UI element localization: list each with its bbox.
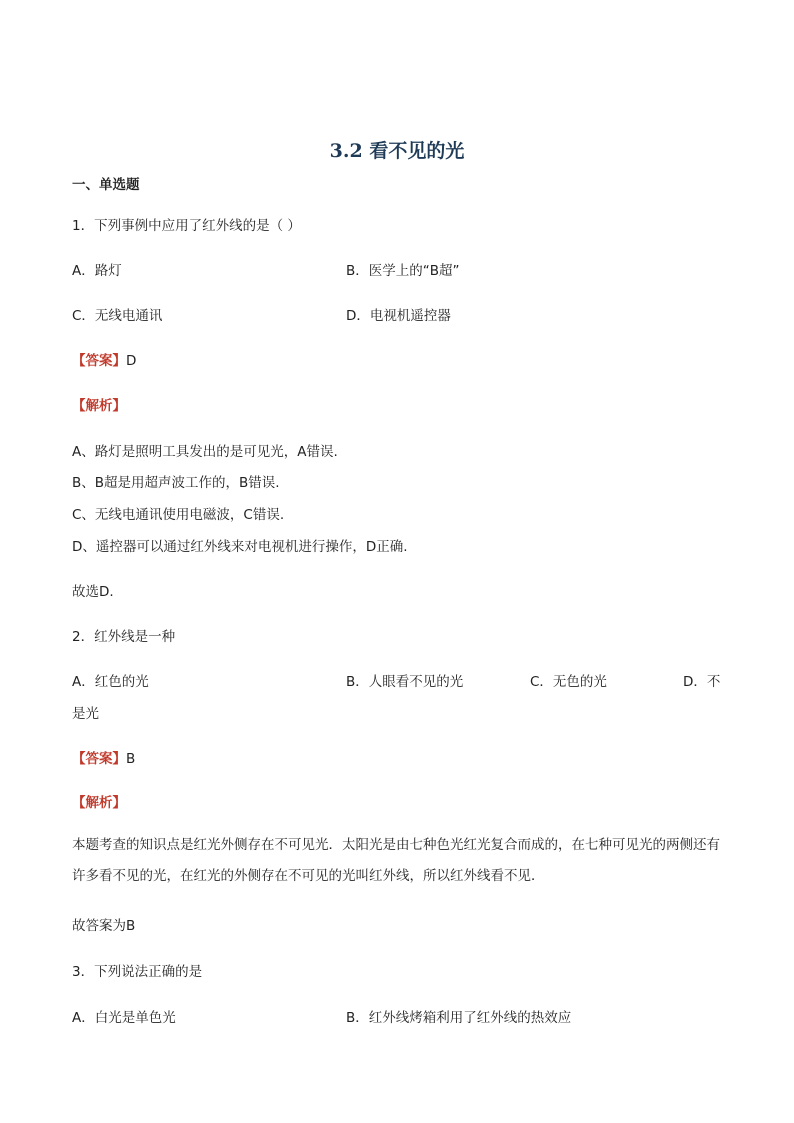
question-2-option-a: A．红色的光 <box>72 674 149 690</box>
question-1-conclusion: 故选D. <box>72 584 114 600</box>
question-2-stem: 2．红外线是一种 <box>72 629 176 645</box>
question-1-analysis-label: 【解析】 <box>72 398 126 414</box>
question-2-option-d: D．不 <box>683 674 721 690</box>
question-1-analysis-line-3: C、无线电通讯使用电磁波，C错误. <box>72 507 285 523</box>
answer-label: 【答案】 <box>72 751 126 767</box>
question-2-option-b: B．人眼看不见的光 <box>346 674 464 690</box>
question-2-analysis-text: 本题考查的知识点是红光外侧存在不可见光．太阳光是由七种色光红光复合而成的，在七种可见光的两侧还有许多看不见的光，在红光的外侧存在不可见的光叫红外线，所以红外线看不见． <box>72 837 720 884</box>
answer-label: 【答案】 <box>72 353 126 369</box>
question-1-answer <box>72 349 136 369</box>
question-2-option-c: C．无色的光 <box>530 674 607 690</box>
question-3-stem: 3．下列说法正确的是 <box>72 964 203 980</box>
question-2-option-d-continued: 是光 <box>72 706 99 722</box>
question-1-option-a: A．路灯 <box>72 263 122 279</box>
page-title: 3.2 看不见的光 <box>329 140 465 162</box>
question-2-analysis-label: 【解析】 <box>72 795 126 811</box>
question-1-option-c: C．无线电通讯 <box>72 308 163 324</box>
question-2-answer <box>72 747 135 767</box>
question-2-conclusion: 故答案为B <box>72 918 136 934</box>
section-heading: 一、单选题 <box>72 177 140 193</box>
answer-value: B <box>126 751 136 767</box>
question-1-analysis-line-4: D、遥控器可以通过红外线来对电视机进行操作，D正确. <box>72 539 408 555</box>
answer-value: D <box>126 353 137 369</box>
question-1-analysis-line-1: A、路灯是照明工具发出的是可见光，A错误. <box>72 444 338 460</box>
question-1-stem: 1．下列事例中应用了红外线的是（ ） <box>72 218 301 234</box>
question-1-option-b: B．医学上的“B超” <box>346 263 460 279</box>
question-3-option-a: A．白光是单色光 <box>72 1010 176 1026</box>
question-3-option-b: B．红外线烤箱利用了红外线的热效应 <box>346 1010 572 1026</box>
question-1-analysis-line-2: B、B超是用超声波工作的，B错误. <box>72 475 280 491</box>
question-1-option-d: D．电视机遥控器 <box>346 308 451 324</box>
